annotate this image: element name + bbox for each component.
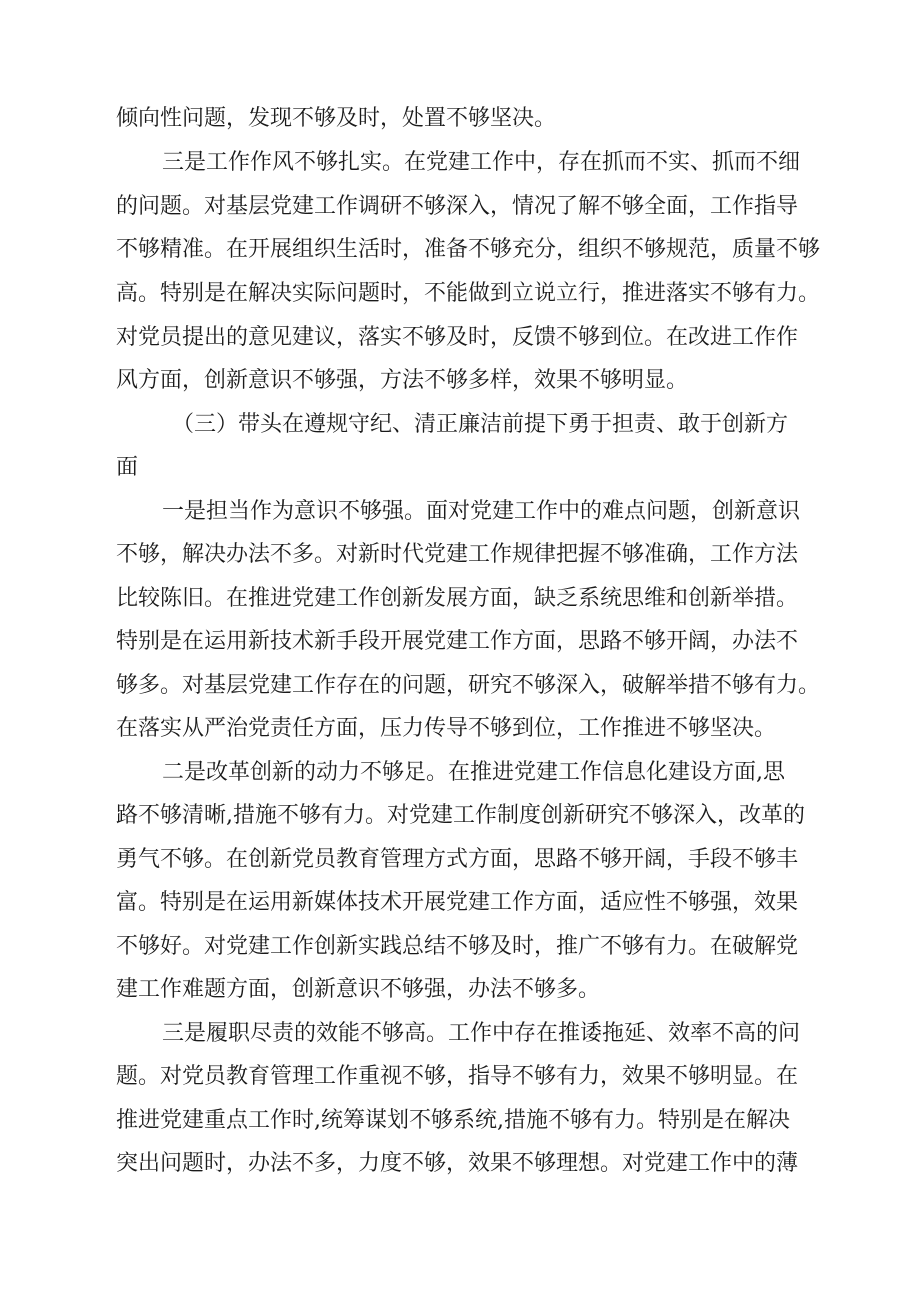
text-line: 不够，解决办法不多。对新时代党建工作规律把握不够准确，工作方法	[116, 542, 799, 567]
text-line: 比较陈旧。在推进党建工作创新发展方面，缺乏系统思维和创新举措。	[116, 586, 799, 611]
text-line: 三是履职尽责的效能不够高。工作中存在推诿拖延、效率不高的问	[162, 1021, 801, 1046]
text-line: 特别是在运用新技术新手段开展党建工作方面，思路不够开阔，办法不	[116, 629, 799, 654]
section-heading: （三）带头在遵规守纪、清正廉洁前提下勇于担责、敢于创新方	[172, 412, 789, 437]
text-line: 一是担当作为意识不够强。面对党建工作中的难点问题，创新意识	[162, 499, 801, 524]
text-line: 不够精准。在开展组织生活时，准备不够充分，组织不够规范，质量不够	[116, 237, 821, 262]
text-line: 题。对党员教育管理工作重视不够，指导不够有力，效果不够明显。在	[116, 1064, 799, 1089]
text-line: 二是改革创新的动力不够足。在推进党建工作信息化建设方面,思	[162, 760, 785, 785]
text-line: 在落实从严治党责任方面，压力传导不够到位，工作推进不够坚决。	[116, 716, 777, 741]
text-line: 够多。对基层党建工作存在的问题，研究不够深入，破解举措不够有力。	[116, 673, 821, 698]
text-line: 勇气不够。在创新党员教育管理方式方面，思路不够开阔，手段不够丰	[116, 847, 799, 872]
text-line: 风方面，创新意识不够强，方法不够多样，效果不够明显。	[116, 368, 689, 393]
text-line: 路不够清晰,措施不够有力。对党建工作制度创新研究不够深入，改革的	[116, 803, 805, 828]
text-line: 建工作难题方面，创新意识不够强，办法不够多。	[116, 977, 601, 1002]
section-heading-continued: 面	[116, 455, 139, 480]
text-line: 突出问题时，办法不多，力度不够，效果不够理想。对党建工作中的薄	[116, 1151, 799, 1176]
text-line: 推进党建重点工作时,统筹谋划不够系统,措施不够有力。特别是在解决	[116, 1108, 790, 1133]
text-line: 高。特别是在解决实际问题时，不能做到立说立行，推进落实不够有力。	[116, 281, 821, 306]
text-line: 对党员提出的意见建议，落实不够及时，反馈不够到位。在改进工作作	[116, 325, 799, 350]
text-line: 倾向性问题，发现不够及时，处置不够坚决。	[116, 106, 557, 131]
text-line: 三是工作作风不够扎实。在党建工作中，存在抓而不实、抓而不细	[162, 150, 801, 175]
text-line: 富。特别是在运用新媒体技术开展党建工作方面，适应性不够强，效果	[116, 890, 799, 915]
text-line: 不够好。对党建工作创新实践总结不够及时，推广不够有力。在破解党	[116, 934, 799, 959]
text-line: 的问题。对基层党建工作调研不够深入，情况了解不够全面，工作指导	[116, 194, 799, 219]
